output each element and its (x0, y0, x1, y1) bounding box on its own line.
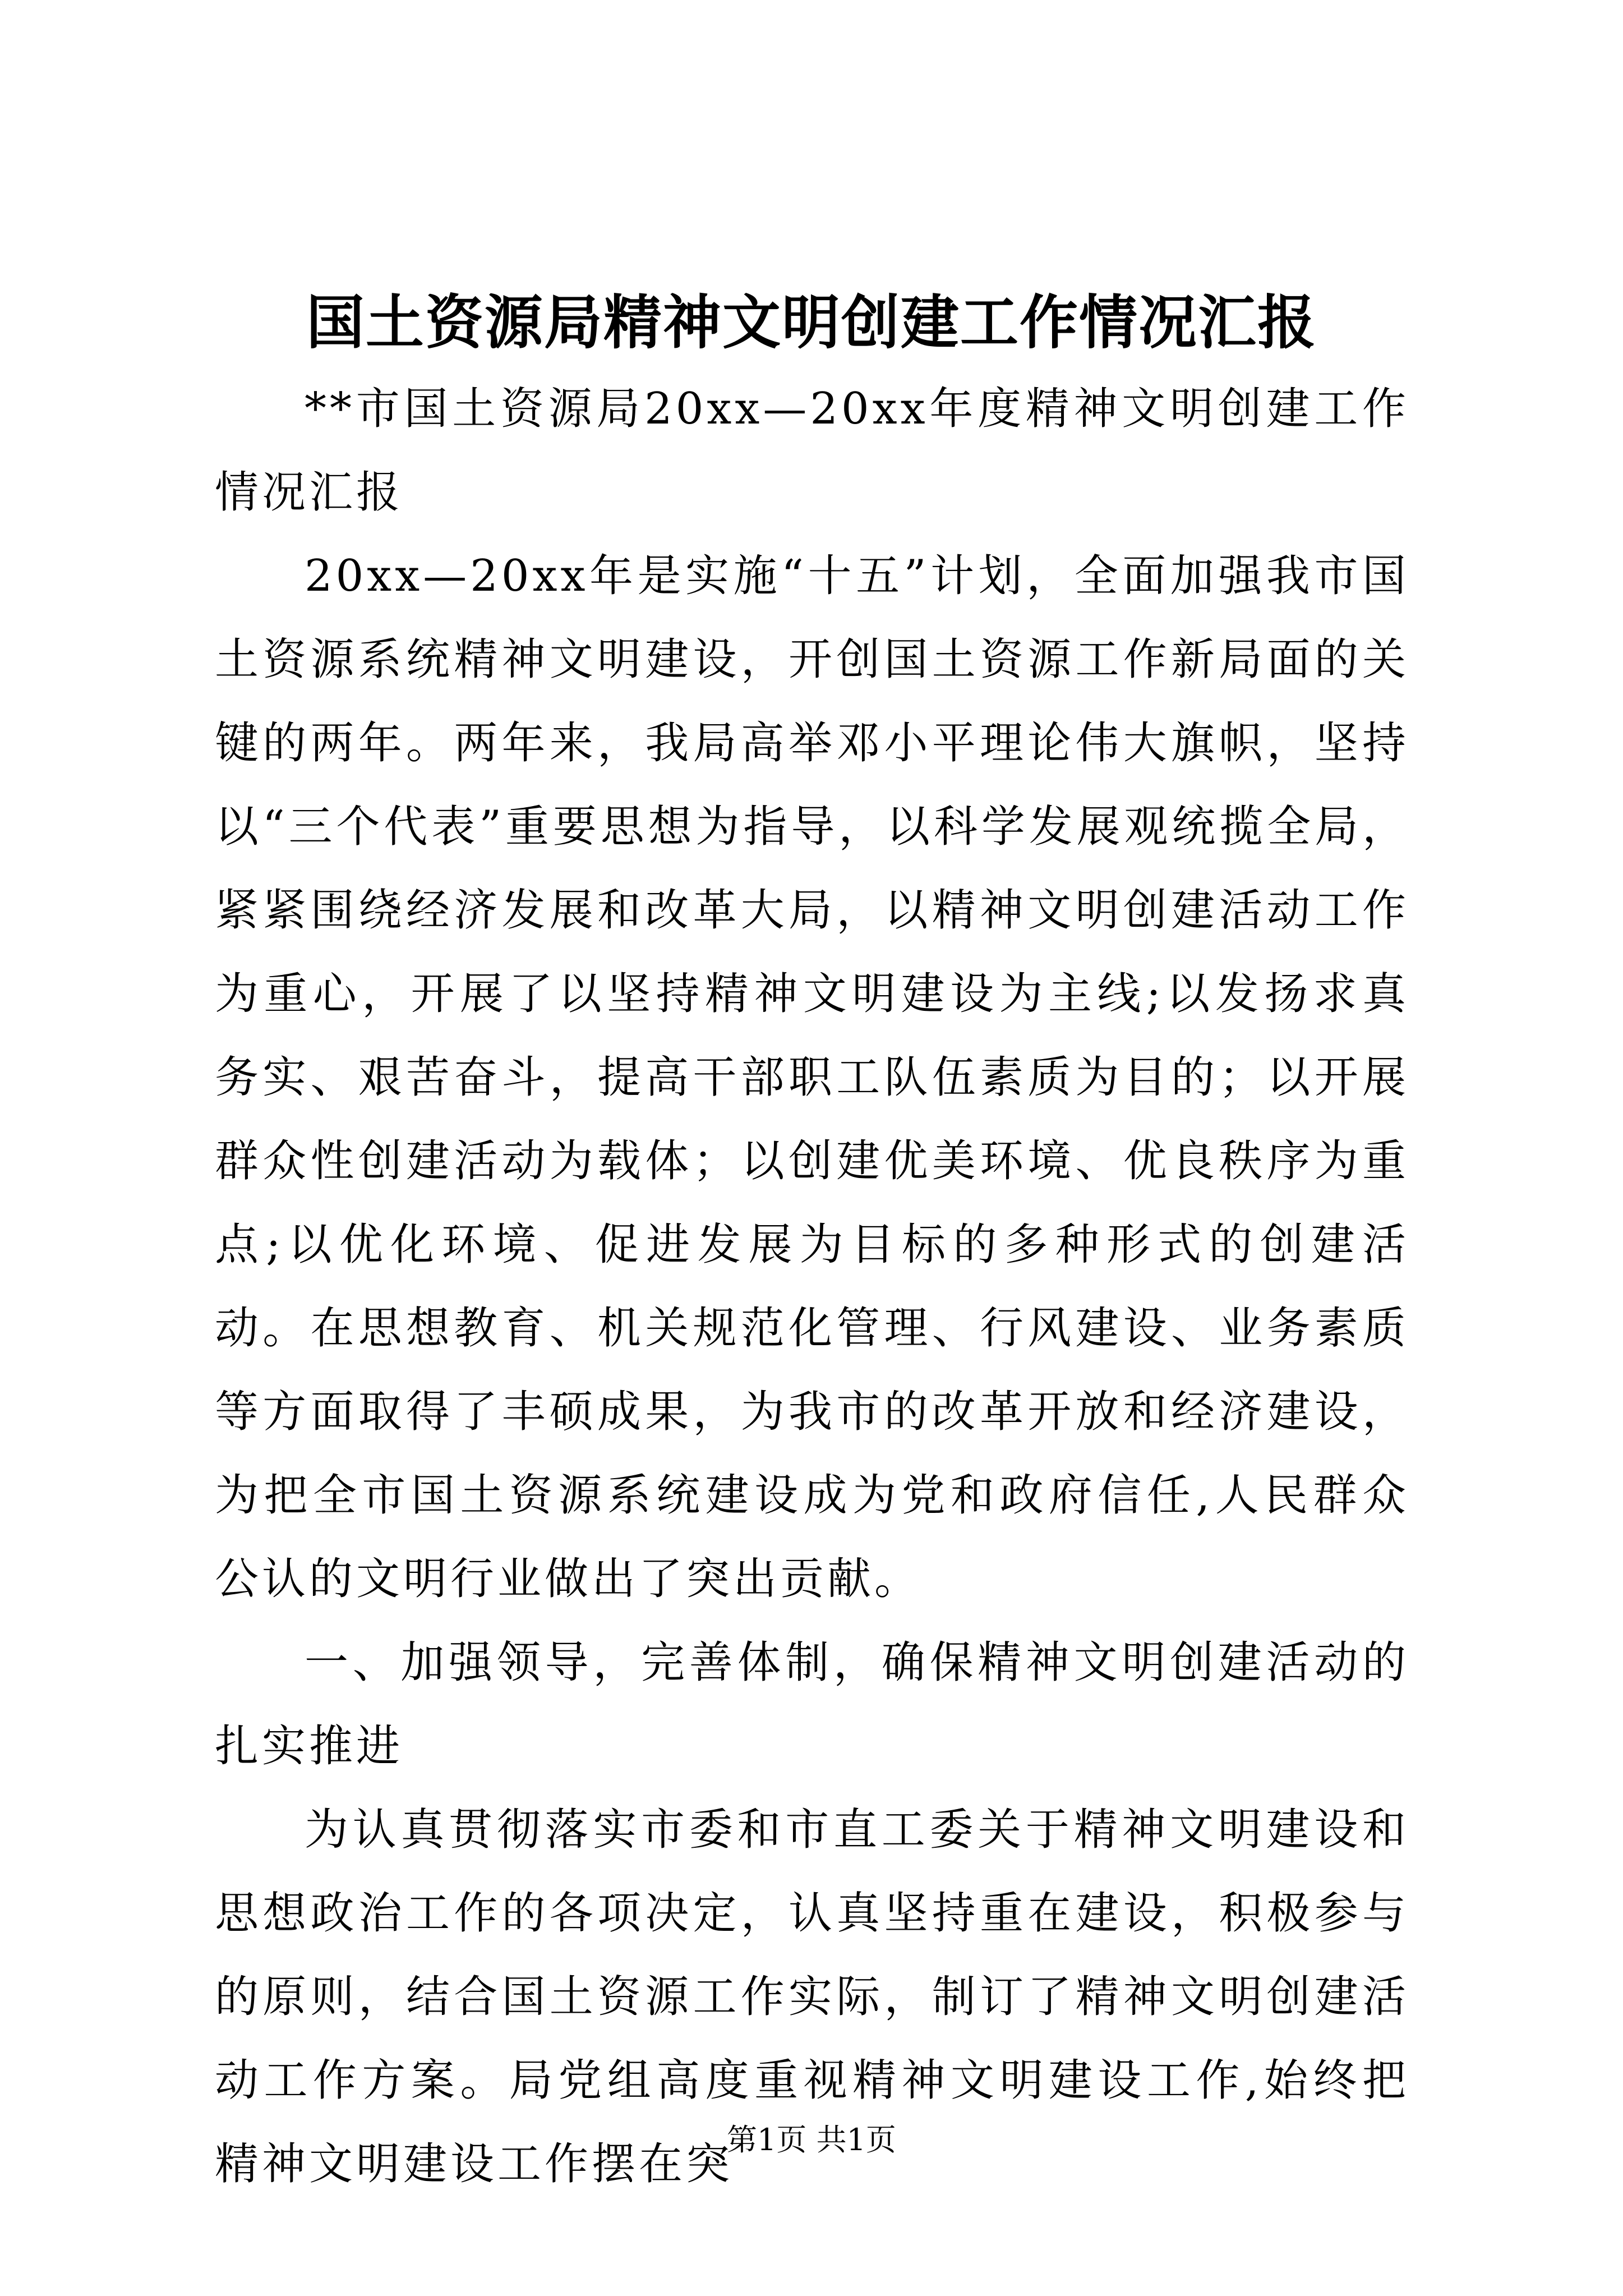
document-title: 国土资源局精神文明创建工作情况汇报 (306, 288, 1317, 357)
body-paragraph: 20xx—20xx年是实施“十五”计划，全面加强我市国土资源系统精神文明建设，开创国土资源工作新局面的关键的两年。两年来，我局高举邓小平理论伟大旗帜，坚持以“三个代表”重要思想为指导，以科学发展观统揽全局，紧紧围绕经济发展和改革大局，以精神文明创建活动工作为重心，开展了以坚持精神文明建设为主线;以发扬求真务实、艰苦奋斗，提高干部职工队伍素质为目的；以开展群众性创建活动为载体；以创建优美环境、优良秩序为重点;以优化环境、促进发展为目标的多种形式的创建活动。在思想教育、机关规范化管理、行风建设、业务素质等方面取得了丰硕成果，为我市的改革开放和经济建设，为把全市国土资源系统建设成为党和政府信任,人民群众公认的文明行业做出了突出贡献。 (215, 551, 1409, 1604)
document-body (215, 367, 1409, 2206)
subtitle-paragraph: **市国土资源局20xx—20xx年度精神文明创建工作情况汇报 (215, 384, 1409, 518)
body-paragraph: 为认真贯彻落实市委和市直工委关于精神文明建设和思想政治工作的各项决定，认真坚持重在建设，积极参与的原则，结合国土资源工作实际，制订了精神文明创建活动工作方案。局党组高度重视精神文明建设工作,始终把精神文明建设工作摆在突 (215, 1805, 1409, 2189)
page-footer: 第1页 共1页 (727, 2122, 896, 2157)
section-heading: 一、加强领导，完善体制，确保精神文明创建活动的扎实推进 (215, 1637, 1409, 1772)
